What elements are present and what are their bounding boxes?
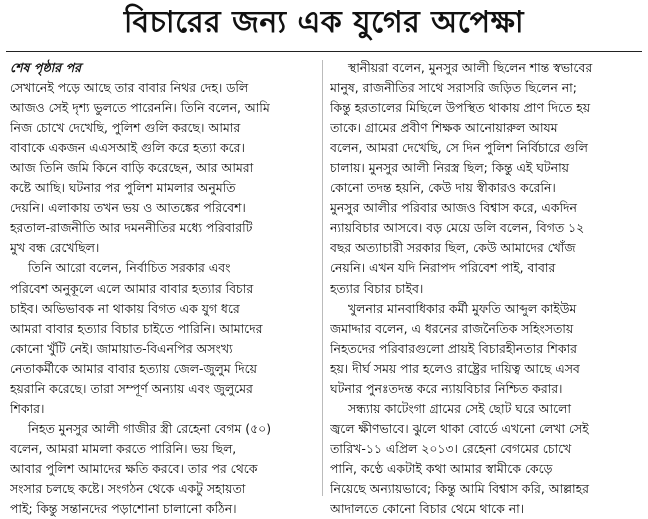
body-line: বাবাকে একজন এএসআই গুলি করে হত্যা করে।	[10, 140, 245, 156]
body-line: মানুষ, রাজনীতির সাথে সরাসরি জড়িত ছিলেন না;	[330, 80, 577, 96]
body-line: পরিবেশ অনুকূলে এলে আমার বাবার হত্যার বিচার	[10, 280, 254, 296]
body-line: দেয়নি। এলাকায় তখন ভয় ও আতঙ্কের পরিবেশ।	[10, 200, 246, 216]
body-line: হয়। দীর্ঘ সময় পার হলেও রাষ্ট্রের দায়িত্ব আছে এসব	[330, 360, 580, 376]
body-line: নিহতদের পরিবারগুলো প্রায়ই বিচারহীনতার শিকার	[330, 340, 577, 356]
body-line: সন্ধ্যায় কাটেংগা গ্রামের সেই ছোট ঘরে আলো	[348, 400, 571, 416]
left-column	[10, 58, 316, 519]
body-line: মুনসুর আলীর পরিবার আজও বিশ্বাস করে, একদিন	[330, 200, 577, 216]
body-line: পানি, কণ্ঠে একটাই কথা আমার স্বামীকে কেড়ে	[330, 460, 553, 476]
body-line: শিকার।	[10, 400, 45, 416]
body-line: নিহত মুনসুর আলী গাজীর স্ত্রী রেহেনা বেগম (৫০)	[28, 420, 272, 436]
continuation-kicker: শেষ পৃষ্ঠার পর	[10, 60, 82, 75]
body-line: তারিখ-১১ এপ্রিল ২০১৩। রেহেনা বেগমের চোখে	[330, 440, 572, 456]
body-line: আদালতে কোনো বিচার থেমে থাকে না।	[330, 501, 525, 517]
right-column	[330, 58, 636, 519]
body-line: আজও সেই দৃশ্য ভুলতে পারেননি। তিনি বলেন, আমি	[10, 100, 270, 116]
body-line: নিজ চোখে দেখেছি, পুলিশ গুলি করছে। আমার	[10, 120, 241, 136]
body-line: তাকে। গ্রামের প্রবীণ শিক্ষক আনোয়ারুল আযম	[330, 120, 558, 136]
body-line: হয়রানি করেছে। তারা সম্পূর্ণ অন্যায় এবং জুলুমের	[10, 380, 253, 396]
body-line: কোনো খুঁটি নেই। জামায়াত-বিএনপির অসংখ্য	[10, 340, 233, 356]
body-line: বছর অত্যাচারী সরকার ছিল, কেউ আমাদের খোঁজ	[330, 240, 576, 256]
body-line: হত্যার বিচার চাইব।	[330, 280, 424, 296]
body-line: বলেন, আমরা দেখেছি, সে দিন পুলিশ নির্বিচারে গুলি	[330, 140, 588, 156]
body-line: নেয়নি। এখন যদি নিরাপদ পরিবেশ পাই, বাবার	[330, 260, 556, 276]
body-line: পাই; কিন্তু সন্তানদের পড়াশোনা চালানো কঠিন।	[10, 501, 237, 517]
headline: বিচারের জন্য এক যুগের অপেক্ষা	[123, 5, 525, 40]
body-line: জ্বলে ক্ষীণভাবে। ঝুলে থাকা বোর্ডে এখনো লেখা সেই	[330, 420, 589, 436]
body-line: কিন্তু হরতালের মিছিলে উপস্থিত থাকায় প্রাণ দিতে হয়	[330, 100, 591, 116]
body-line: হরতাল-রাজনীতি আর দমননীতির মধ্যে পরিবারটি	[10, 220, 253, 236]
body-line: আবার পুলিশ আমাদের ক্ষতি করবে। তার পর থেকে	[10, 460, 258, 476]
body-line: জমাদ্দার বলেন, এ ধরনের রাজনৈতিক সহিংসতায়	[330, 320, 574, 336]
body-line: আজ তিনি জমি কিনে বাড়ি করেছেন, আর আমরা	[10, 160, 254, 176]
body-line: মুখ বন্ধ রেখেছিল।	[10, 240, 100, 256]
body-line: কষ্টে আছি। ঘটনার পর পুলিশ মামলার অনুমতি	[10, 180, 236, 196]
body-line: সংসার চলছে কষ্টে। সংগঠন থেকে একটু সহায়তা	[10, 480, 246, 496]
body-line: কোনো তদন্ত হয়নি, কেউ দায় স্বীকারও করেনি।	[330, 180, 556, 196]
body-line: বলেন, আমরা মামলা করতে পারিনি। ভয় ছিল,	[10, 440, 237, 456]
body-line: চালায়। মুনসুর আলী নিরস্ত্র ছিল; কিন্তু এই ঘটনায়	[330, 160, 569, 176]
column-divider	[322, 60, 323, 496]
body-line: তিনি আরো বলেন, নির্বাচিত সরকার এবং	[28, 260, 231, 276]
body-line: ঘটনার পুনঃতদন্ত করে ন্যায়বিচার নিশ্চিত করার।	[330, 380, 563, 396]
body-line: সেখানেই পড়ে আছে তার বাবার নিথর দেহ। ডলি	[10, 80, 249, 96]
body-line: খুলনার মানবাধিকার কর্মী মুফতি আব্দুল কাইউম	[348, 300, 577, 316]
body-line: ন্যায়বিচার আসবে। বড় মেয়ে ডলি বলেন, বিগত ১২	[330, 220, 585, 236]
headline-rule	[6, 51, 642, 52]
body-line: আমরা বাবার হত্যার বিচার চাইতে পারিনি। আমাদের	[10, 320, 263, 336]
body-line: নেতাকর্মীকে আমার বাবার হত্যায় জেল-জুলুম দিয়ে	[10, 360, 257, 376]
body-line: চাইব। অভিভাবক না থাকায় বিগত এক যুগ ধরে	[10, 300, 240, 316]
body-line: নিয়েছে অন্যায়ভাবে; কিন্তু আমি বিশ্বাস করি, আল্লাহর	[330, 480, 589, 496]
body-line: স্থানীয়রা বলেন, মুনসুর আলী ছিলেন শান্ত স্বভাবের	[348, 60, 593, 75]
